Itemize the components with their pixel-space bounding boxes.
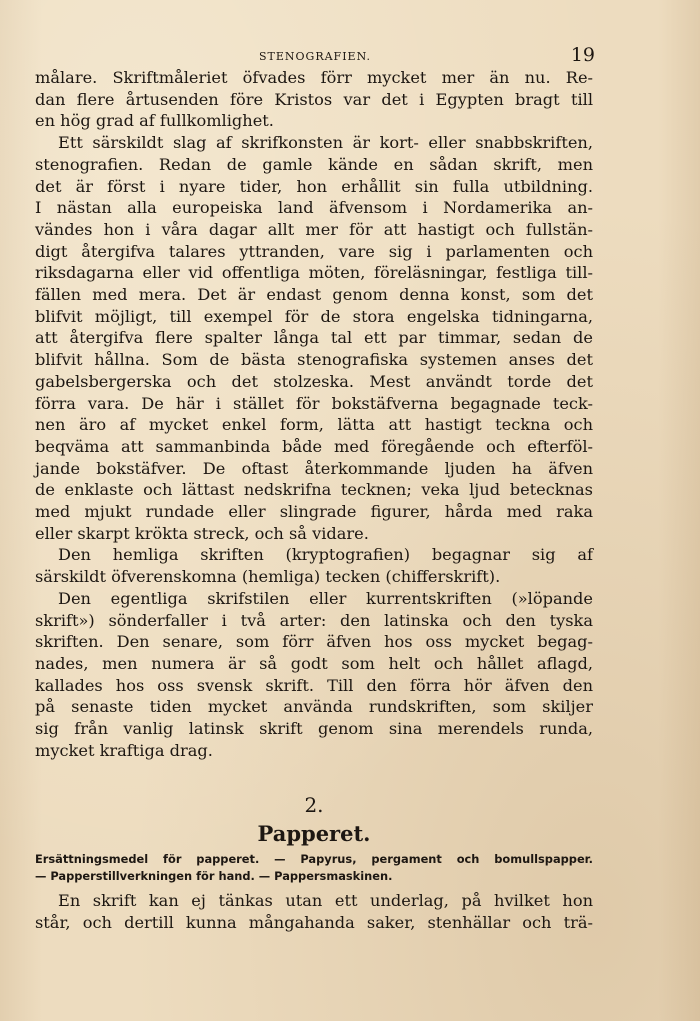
text-line: Den egentliga skrifstilen eller kurrentskriften (»löpande [58,588,593,608]
section-number: 2. [304,793,324,817]
text-line: I nästan alla europeiska land äfvensom i Nordamerika an- [35,198,593,218]
text-line: gabelsbergerska och det stolzeska. Mest användt torde det [35,371,593,391]
text-line: stenografien. Redan de gamle kände en sådan skrift, men [35,154,593,174]
text-line: jande bokstäfver. De oftast återkommande ljuden ha äfven [35,458,593,478]
text-line: kallades hos oss svensk skrift. Till den förra hör äfven den [35,675,593,695]
text-line: beqväma att sammanbinda både med föregående och efterföl- [35,436,593,456]
summary-line: Ersättningsmedel för papperet. — Papyrus, pergament och bomullspapper. [35,852,593,866]
section-summary [35,851,593,885]
running-title: STENOGRAFIEN. [259,50,371,63]
page-number: 19 [570,44,595,66]
text-line: mycket kraftiga drag. [35,740,213,760]
text-line: dan flere årtusenden före Kristos var det i Egypten bragt till [35,89,593,109]
text-line: särskildt öfverenskomna (hemliga) tecken (chifferskrift). [35,567,501,587]
text-line: sig från vanlig latinsk skrift genom sina merendels runda, [35,719,593,739]
text-line: de enklaste och lättast nedskrifna tecknen; veka ljud betecknas [35,480,593,500]
text-line: står, och dertill kunna mångahanda saker, stenhällar och trä- [35,912,593,932]
text-line: blifvit möjligt, till exempel för de stora engelska tidningarna, [35,306,593,326]
text-line: en hög grad af fullkomlighet. [35,111,274,131]
text-line: fällen med mera. Det är endast genom denna konst, som det [35,285,593,305]
text-line: riksdagarna eller vid offentliga möten, föreläsningar, festliga till- [35,263,593,283]
text-line: blifvit hållna. Som de bästa stenografiska systemen anses det [35,350,593,370]
text-line: vändes hon i våra dagar allt mer för att hastigt och fullstän- [35,219,593,239]
text-line: nades, men numera är så godt som helt och hållet aflagd, [35,653,593,673]
section-text [35,890,593,933]
text-line: förra vara. De här i stället för bokstäfverna begagnade teck- [35,393,593,413]
text-line: skrift») sönderfaller i två arter: den latinska och den tyska [35,610,593,630]
text-line: nen äro af mycket enkel form, lätta att hastigt teckna och [35,415,593,435]
text-line: digt återgifva talares yttranden, vare sig i parlamenten och [35,241,593,261]
text-line: det är först i nyare tider, hon erhållit sin fulla utbildning. [35,176,593,196]
text-line: målare. Skriftmåleriet öfvades förr mycket mer än nu. Re- [35,68,593,87]
text-line: Ett särskildt slag af skrifkonsten är kort- eller snabbskriften, [58,133,593,153]
text-line: på senaste tiden mycket använda rundskriften, som skiljer [35,697,593,717]
text-line: Den hemliga skriften (kryptografien) begagnar sig af [58,545,593,565]
summary-line: — Papperstillverkningen för hand. — Pappersmaskinen. [35,869,393,883]
text-line: med mjukt rundade eller slingrade figurer, hårda med raka [35,502,593,522]
text-line: eller skarpt krökta streck, och så vidare. [35,523,369,543]
text-line: skriften. Den senare, som förr äfven hos oss mycket begag- [35,632,593,652]
main-text [35,67,593,762]
section-title: Papperet. [257,821,371,846]
text-line: att återgifva flere spalter långa tal ett par timmar, sedan de [35,328,593,348]
text-line: En skrift kan ej tänkas utan ett underlag, på hvilket hon [58,891,593,910]
running-head [35,44,595,68]
